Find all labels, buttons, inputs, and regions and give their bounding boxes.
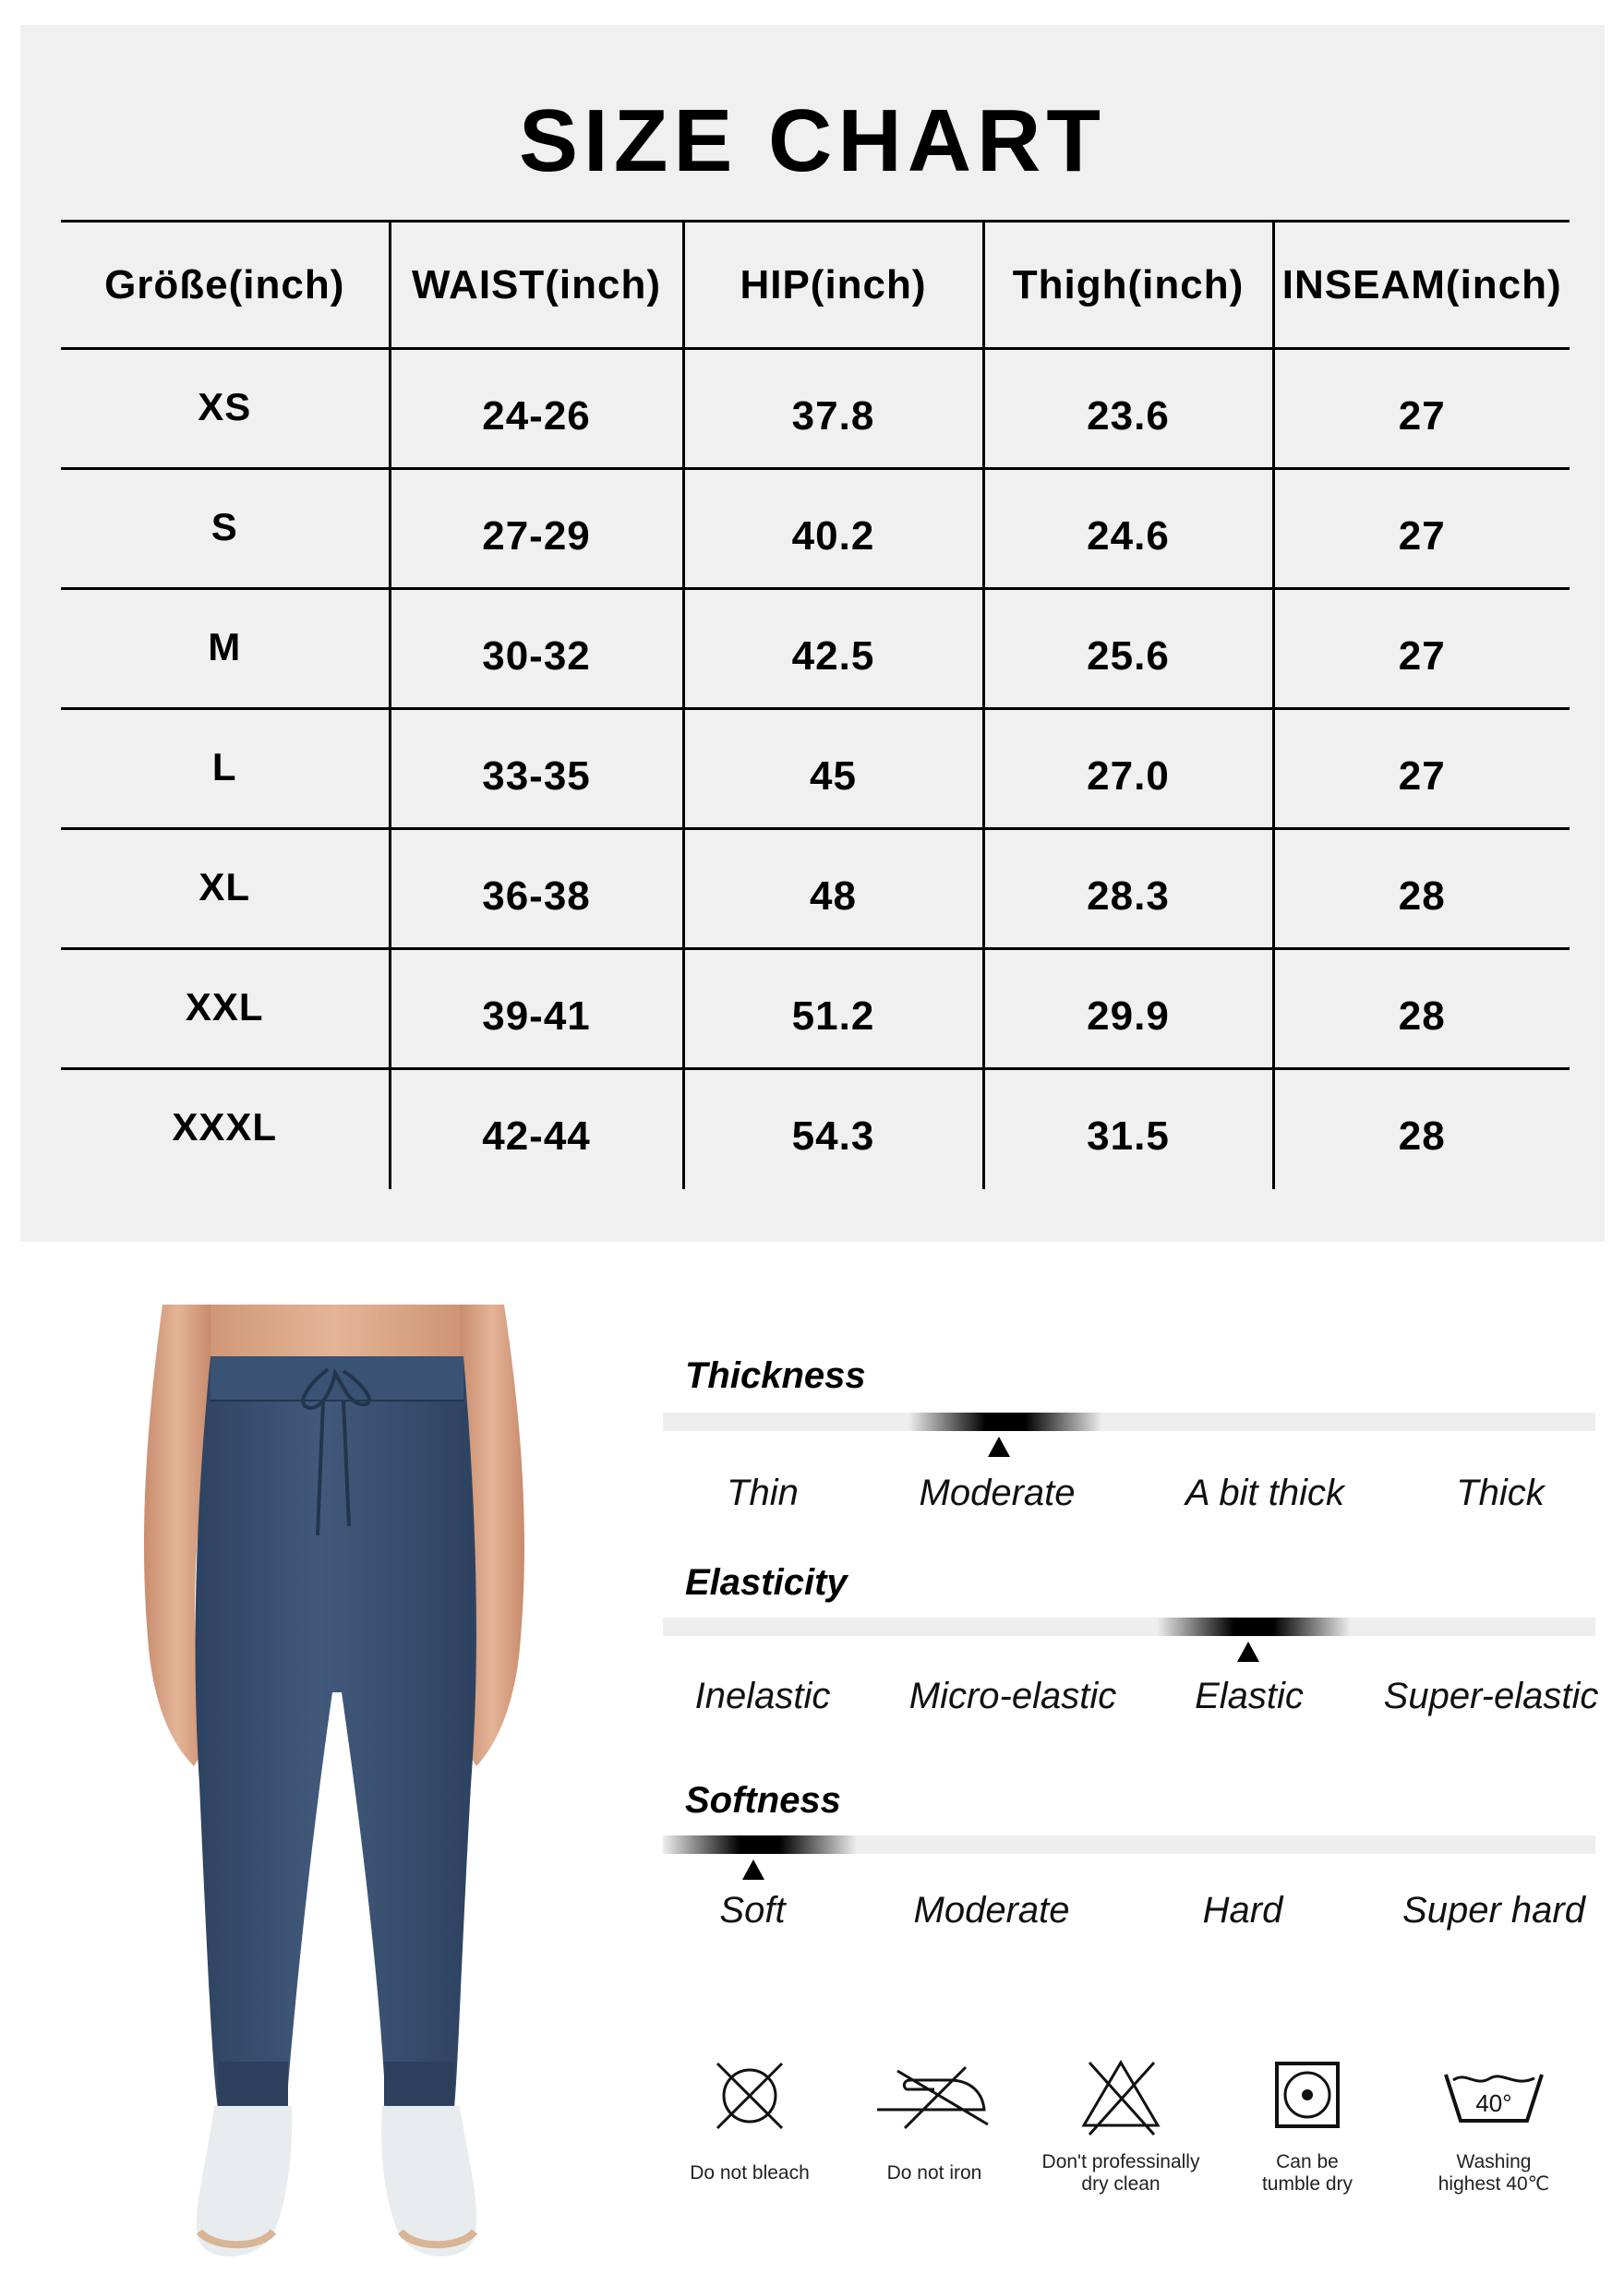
hip-cell	[683, 1069, 983, 1189]
thigh-cell-value: 23.6	[1087, 392, 1170, 439]
softness-marker-icon	[742, 1859, 764, 1880]
softness-level-indicator	[663, 1835, 857, 1854]
inseam-cell-value: 28	[1398, 872, 1446, 919]
thigh-cell-value: 29.9	[1087, 993, 1170, 1039]
thickness-option: A bit thick	[1185, 1473, 1344, 1513]
size-cell-value: XXL	[185, 984, 264, 1029]
size-cell	[61, 949, 390, 1069]
care-label-line: highest 40℃	[1438, 2173, 1550, 2195]
softness-title: Softness	[685, 1780, 841, 1821]
waist-cell-value: 30-32	[482, 632, 591, 679]
size-cell-value: XXXL	[172, 1105, 278, 1149]
inseam-cell	[1273, 829, 1570, 949]
care-item	[842, 2040, 1027, 2184]
elasticity-option: Micro-elastic	[908, 1676, 1117, 1716]
wash-temp-label: 40°	[1475, 2089, 1512, 2117]
waist-cell	[390, 1069, 683, 1189]
thigh-cell	[983, 1069, 1273, 1189]
elasticity-track	[663, 1618, 1595, 1636]
size-cell-value: XL	[198, 864, 251, 908]
softness-track	[663, 1835, 1595, 1854]
hip-cell-value: 48	[810, 872, 857, 919]
header-inseam: INSEAM(inch)	[1273, 222, 1570, 349]
care-label-line: tumble dry	[1261, 2173, 1353, 2195]
waist-cell-value: 39-41	[482, 993, 591, 1039]
hip-cell	[683, 589, 983, 709]
table-row	[61, 469, 1570, 589]
care-label-line: Don't professinally	[1041, 2151, 1200, 2172]
inseam-cell-value: 28	[1398, 1113, 1446, 1160]
waist-cell	[390, 469, 683, 589]
hip-cell-value: 42.5	[791, 632, 875, 679]
tumble-dry-icon	[1215, 2040, 1400, 2151]
size-cell	[61, 829, 390, 949]
inseam-cell	[1273, 469, 1570, 589]
elasticity-option: Inelastic	[694, 1676, 831, 1716]
inseam-cell	[1273, 1069, 1570, 1189]
do-not-bleach-icon	[657, 2040, 842, 2151]
thickness-option: Moderate	[919, 1473, 1076, 1513]
thigh-cell	[983, 949, 1273, 1069]
hip-cell	[683, 349, 983, 469]
hip-cell	[683, 949, 983, 1069]
hip-cell-value: 45	[810, 752, 857, 799]
inseam-cell-value: 28	[1398, 993, 1446, 1039]
care-label-line: Can be	[1276, 2151, 1339, 2172]
table-row	[61, 349, 1570, 469]
thickness-level-indicator	[908, 1413, 1102, 1431]
thickness-option: Thick	[1456, 1473, 1545, 1513]
inseam-cell-value: 27	[1398, 752, 1446, 799]
elasticity-option: Super-elastic	[1383, 1676, 1599, 1716]
care-label-line: Washing	[1456, 2151, 1532, 2172]
elasticity-option: Elastic	[1195, 1676, 1304, 1716]
inseam-cell	[1273, 709, 1570, 829]
inseam-cell	[1273, 349, 1570, 469]
size-table	[61, 220, 1570, 1189]
hip-cell-value: 37.8	[791, 392, 875, 439]
thigh-cell	[983, 589, 1273, 709]
header-hip: HIP(inch)	[683, 222, 983, 349]
elasticity-marker-icon	[1237, 1642, 1259, 1662]
thickness-title: Thickness	[685, 1355, 866, 1396]
hip-cell-value: 54.3	[791, 1113, 875, 1160]
header-waist: WAIST(inch)	[390, 222, 683, 349]
hip-cell-value: 51.2	[791, 993, 875, 1039]
thigh-cell	[983, 469, 1273, 589]
hip-cell	[683, 469, 983, 589]
thigh-cell-value: 27.0	[1087, 752, 1170, 799]
thickness-option: Thin	[727, 1473, 799, 1513]
size-chart-title: SIZE CHART	[519, 91, 1106, 190]
softness-option: Hard	[1202, 1890, 1283, 1931]
softness-option: Soft	[719, 1890, 786, 1931]
size-cell-value: XS	[198, 384, 252, 428]
inseam-cell	[1273, 949, 1570, 1069]
care-item	[1215, 2040, 1400, 2196]
hip-cell	[683, 709, 983, 829]
inseam-cell-value: 27	[1398, 512, 1446, 559]
size-chart-panel	[20, 25, 1605, 1242]
table-row	[61, 589, 1570, 709]
thigh-cell-value: 28.3	[1087, 872, 1170, 919]
care-item	[657, 2040, 842, 2184]
wash-40-icon	[1401, 2040, 1586, 2151]
size-cell-value: S	[211, 504, 238, 548]
model-jogger-pants-image	[138, 1305, 545, 2265]
elasticity-title: Elasticity	[685, 1562, 848, 1603]
thigh-cell	[983, 709, 1273, 829]
waist-cell	[390, 709, 683, 829]
inseam-cell	[1273, 589, 1570, 709]
header-thigh: Thigh(inch)	[983, 222, 1273, 349]
waist-cell	[390, 589, 683, 709]
size-cell-value: L	[211, 744, 237, 788]
care-label-line: dry clean	[1081, 2173, 1161, 2195]
thigh-cell-value: 24.6	[1087, 512, 1170, 559]
size-cell	[61, 1069, 390, 1189]
inseam-cell-value: 27	[1398, 632, 1446, 679]
care-label	[1029, 2151, 1213, 2196]
table-row	[61, 1069, 1570, 1189]
waist-cell	[390, 829, 683, 949]
care-label	[1401, 2151, 1586, 2196]
do-not-iron-icon	[842, 2040, 1027, 2151]
hip-cell-value: 40.2	[791, 512, 875, 559]
softness-option: Super hard	[1402, 1890, 1585, 1931]
elasticity-level-indicator	[1157, 1618, 1351, 1636]
care-item	[1401, 2040, 1586, 2196]
size-cell	[61, 349, 390, 469]
table-row	[61, 949, 1570, 1069]
thigh-cell	[983, 829, 1273, 949]
waist-cell-value: 27-29	[482, 512, 591, 559]
size-cell-value: M	[208, 624, 242, 668]
do-not-dry-clean-icon	[1029, 2040, 1213, 2151]
care-label	[842, 2162, 1027, 2184]
care-label-line: Do not iron	[886, 2162, 982, 2184]
waist-cell-value: 36-38	[482, 872, 591, 919]
waist-cell-value: 24-26	[482, 392, 591, 439]
table-row	[61, 709, 1570, 829]
waist-cell	[390, 349, 683, 469]
care-item	[1029, 2040, 1213, 2196]
header-size: Größe(inch)	[104, 261, 345, 307]
thickness-marker-icon	[988, 1437, 1010, 1457]
size-cell	[61, 469, 390, 589]
waist-cell-value: 42-44	[482, 1113, 591, 1160]
waist-cell-value: 33-35	[482, 752, 591, 799]
thigh-cell-value: 31.5	[1087, 1113, 1170, 1160]
size-cell	[61, 709, 390, 829]
thigh-cell-value: 25.6	[1087, 632, 1170, 679]
waist-cell	[390, 949, 683, 1069]
thigh-cell	[983, 349, 1273, 469]
inseam-cell-value: 27	[1398, 392, 1446, 439]
thickness-track	[663, 1413, 1595, 1431]
care-label	[1215, 2151, 1400, 2196]
hip-cell	[683, 829, 983, 949]
softness-option: Moderate	[913, 1890, 1070, 1931]
care-label-line: Do not bleach	[690, 2162, 810, 2184]
table-header-row	[61, 222, 1570, 349]
size-cell	[61, 589, 390, 709]
care-label	[657, 2162, 842, 2184]
table-row	[61, 829, 1570, 949]
